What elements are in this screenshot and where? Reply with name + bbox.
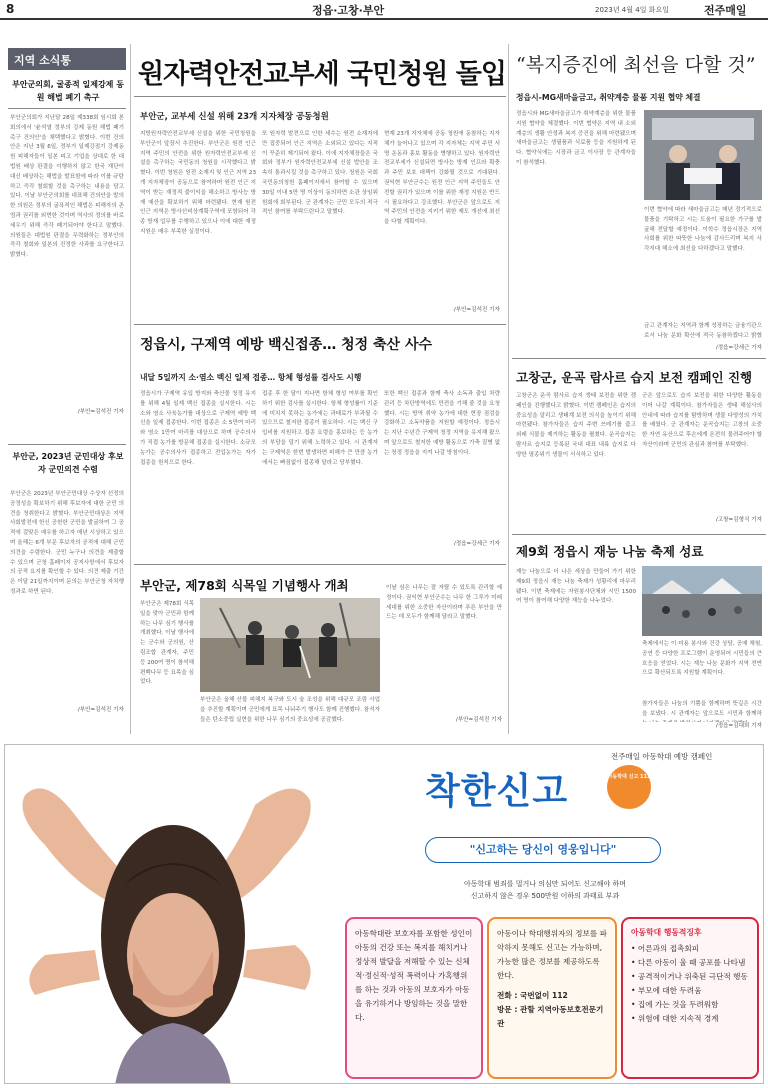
festival-headline: 제9회 정읍시 재능 나눔 축제 성료	[516, 544, 704, 559]
top-body-col3: 현재 23개 지자체에 공동 청원에 동참하는 지자체가 늘어나고 있으며 각 지자체는 지역 주민 서명 운동과 홍보 활동을 병행하고 있다. 원자력안전교부세가 신설되면 방사능 방재 인프라 확충과 주민 보호 대책이 강화될 것으로 기대된다. 권익현 부안군수는 원전 인근 지역 주민들도 안전할 권리가 있으며 이를 위한 재정 지원은 반드시 필요하다고 강조했다. 부안군은 앞으로도 지역 주민의 안전을 지키기 위한 제도 개선에 최선을 다할 계획이다.	[384, 131, 500, 226]
ad-campaign-title: 전주매일 아동학대 예방 캠페인	[611, 752, 713, 761]
section-title: 정읍·고창·부안	[312, 4, 385, 17]
top-body-col2: 또 원자력 발전으로 인한 세수는 원전 소재지에만 집중되어 인근 지역은 소외되고 있다는 지적이 꾸준히 제기되어 왔다. 이에 지자체장들은 국회와 정부가 원자력안전교부세 신설 법안을 조속히 통과시킬 것을 촉구하고 있다. 청원은 국회 국민동의청원 홈페이지에서 참여할 수 있으며 30일 이내 5만 명 이상이 동의하면 소관 상임위원회에 회부된다. 군 관계자는 군민 모두의 적극적인 참여를 부탁드린다고 말했다.	[262, 131, 378, 216]
sidebar-byline-1: /부안=김석진 기자	[77, 409, 124, 415]
fmd-body-col2: 접종 후 한 달이 지나면 항체 형성 여부를 확인하기 위한 검사를 실시한다. 항체 형성률이 기준에 미치지 못하는 농가에는 과태료가 부과될 수 있으므로 철저한 접종이 필요하다. 시는 백신 구입비를 지원하고 접종 요령을 홍보하는 등 농가의 부담을 덜기 위해 노력하고 있다. 시 관계자는 구제역은 한번 발생하면 피해가 큰 만큼 농가에서는 빠짐없이 접종해 달라고 당부했다.	[262, 391, 378, 466]
ad-sign-item: • 어른과의 접촉회피	[631, 944, 699, 953]
wetland-body-col2: 군은 앞으로도 습지 보전을 위한 다양한 활동을 이어 나갈 계획이다. 참가자들은 생태 해설사의 안내에 따라 습지를 탐방하며 생물 다양성의 가치를 배웠다. 군 관계자는 운곡습지는 고창의 소중한 자연 유산으로 후손에게 온전히 물려주어야 할 자산이라며 군민의 관심과 참여를 부탁했다.	[642, 393, 762, 448]
top-body-col1: 지방원자력안전교부세 신설을 위한 국민청원을 부안군이 앞장서 추진한다. 부안군은 원전 인근 지역 주민의 안전을 위한 원자력안전교부세 신설을 촉구하는 국민동의 청원을 시작했다고 밝혔다. 이번 청원은 원전 소재지 및 인근 지역 23개 지자체장이 공동으로 참여하며 원전 인근 지역이 받는 재정적 불이익을 해소하고 방사능 방재 예산을 확보하기 위해 마련됐다. 현재 원전 인근 지역은 방사선비상계획구역에 포함되어 각종 방재 업무를 수행하고 있으나 이에 대한 재정 지원은 매우 부족한 실정이다.	[140, 131, 256, 235]
ad-desc-line-1: 아동학대 범죄를 멀거나 의심만 되어도 신고해야 하며	[463, 880, 627, 888]
newspaper-brand: 전주매일	[704, 4, 747, 17]
festival-photo	[642, 566, 762, 636]
ad-report-text: 아동이나 학대행위자의 정보를 파악하지 못해도 신고는 가능하며, 가능한 많은 정보를 제공하도록 한다.	[497, 929, 607, 980]
column-rule	[130, 44, 131, 734]
ad-definition-text: 아동학대란 보호자를 포함한 성인이 아동의 건강 또는 복지를 해치거나 정상적 발달을 저해할 수 있는 신체적·정신적·성적 폭력이나 가혹행위를 하는 것과 아동의 보호자가 아동을 유기하거나 방임하는 것을 말한다.	[355, 929, 473, 1022]
wetland-headline: 고창군, 운곡 람사르 습지 보전 캠페인 진행	[516, 370, 753, 385]
divider	[512, 534, 766, 535]
divider	[8, 108, 126, 109]
sidebar-body-2: 부안군은 2023년 부안군민대상 수상자 선정의 공정성을 확보하기 위해 후보자에 대한 군민 의견을 청취한다고 밝혔다. 부안군민대상은 지역사회발전에 헌신 공헌한 군민을 발굴하여 그 공적에 걸맞은 예우를 하고자 매년 시상하고 있으며 올해는 6개 부문 후보자의 공적에 대해 군민 의견을 수렴한다. 군민 누구나 의견을 제출할 수 있으며 군청 홈페이지 공지사항에서 후보자의 공적 요지를 확인할 수 있다. 의견 제출 기간은 이달 21일까지이며 문의는 부안군청 자치행정과로 하면 된다.	[10, 491, 124, 595]
ad-box-how-to-report	[487, 917, 617, 1079]
welfare-agreement-photo	[644, 110, 762, 200]
sidebar-byline-2: /부안=김석진 기자	[77, 707, 124, 713]
arbor-headline: 부안군, 제78회 식목일 기념행사 개최	[140, 578, 349, 593]
fmd-byline: /정읍=강세근 기자	[453, 541, 500, 547]
sidebar-headline-1: 부안군의회, 굴종적 일제강제 동원 해법 폐기 촉구	[12, 80, 124, 102]
arbor-body-col2: 부안군은 올해 산불 피해지 복구와 도시 숲 조성을 위해 대규모 조림 사업을 추진할 계획이며 군민에게 묘목 나눠주기 행사도 함께 진행했다. 참석자들은 탄소중립 실현을 위한 나무 심기의 중요성에 공감했다.	[200, 697, 380, 723]
arbor-body-col3: 이날 심은 나무는 잘 자랄 수 있도록 관리할 예정이다. 권익현 부안군수는 나무 한 그루가 미래 세대를 위한 소중한 자산이라며 푸른 부안을 만드는 데 모두가 함께해 달라고 말했다.	[386, 585, 502, 621]
welfare-quote-headline: “복지증진에 최선을 다할 것”	[516, 54, 756, 76]
festival-body-col3: 참가자들은 나눔의 기쁨을 함께하며 뜻깊은 시간을 보냈다. 시 관계자는 앞으로도 시민과 함께하	[642, 701, 762, 717]
festival-body-col2: 축제에서는 이·미용 봉사와 건강 상담, 공예 체험, 공연 등 다양한 프로그램이 운영되어 시민들의 큰 호응을 얻었다. 시는 재능 나눔 문화가 지역 전반으로 확산되도록 지원할 계획이다.	[642, 641, 762, 677]
welfare-byline: /정읍=강세근 기자	[715, 345, 762, 351]
fmd-body-col1: 정읍시가 구제역 유입 방지와 축산물 청정 유지를 위해 4월 일제 백신 접종을 실시한다. 시는 소와 염소 사육농가를 대상으로 구제역 예방 백신을 일제 접종한다. 이번 접종은 소 5만여 마리와 염소 1만여 마리를 대상으로 하며 공수의사가 직접 농가를 방문해 접종을 실시한다. 소규모 농가는 공수의사가 접종하고 전업농가는 자가 접종을 원칙으로 한다.	[140, 391, 256, 466]
sidebar-label-box	[8, 48, 126, 70]
ad-sign-item: • 위험에 대한 지속적 경계	[631, 1014, 719, 1023]
issue-date: 2023년 4월 4일 화요일	[595, 6, 669, 14]
page-header	[0, 0, 768, 20]
sidebar-label: 지역 소식통	[14, 54, 71, 67]
festival-body-col1: 재능 나눔으로 더 나은 세상을 만들어 가기 위한 제9회 정읍시 재능 나눔 축제가 성황리에 마무리됐다. 이번 축제에는 자원봉사단체와 시민 1500여 명이 참여해 다양한 재능을 나누었다.	[516, 569, 636, 605]
top-byline: /부안=김석진 기자	[453, 307, 500, 313]
welfare-subheadline: 정읍시-MG새마을금고, 취약계층 물품 지원 협약 체결	[516, 93, 701, 102]
ad-report-visit: 방문 : 관할 지역아동보호전문기관	[497, 1005, 604, 1028]
ad-report-phone: 전화 : 국번없이 112	[497, 991, 568, 1000]
divider	[134, 324, 506, 325]
divider	[134, 96, 506, 97]
ad-signs-list	[631, 942, 749, 1026]
top-headline: 원자력안전교부세 국민청원 돌입	[138, 59, 506, 90]
welfare-body-1: 정읍시와 MG새마을금고가 취약계층을 위한 물품 지원 협약을 체결했다. 이번 협약은 지역 내 소외계층의 생활 안정과 복지 증진을 위해 마련됐으며 새마을금고는 생필품과 식료품 등을 지원하게 된다. 협약식에는 시장과 금고 이사장 등 관계자들이 참석했다.	[516, 111, 636, 166]
arbor-byline: /부안=김석진 기자	[455, 717, 502, 723]
ad-sign-item: • 공격적이거나 위축된 극단적 행동	[631, 972, 748, 981]
ad-signs-title: 아동학대 행동적징후	[631, 928, 702, 937]
divider	[8, 444, 126, 445]
fmd-body-col3: 또한 백신 접종과 함께 축사 소독과 출입 차량 관리 등 차단방역에도 만전을 기해 줄 것을 요청했다. 시는 방역 취약 농가에 대한 현장 점검을 강화하고 소독약품을 지원할 예정이다. 정읍시는 지난 수년간 구제역 청정 지역을 유지해 왔으며 앞으로도 철저한 예방 활동으로 가축 질병 없는 청정 정읍을 지켜 나갈 방침이다.	[384, 391, 500, 456]
page-number: 8	[6, 2, 15, 16]
top-subheadline: 부안군, 교부세 신설 위해 23개 지자체장 공동청원	[140, 112, 329, 122]
fmd-subheadline: 내달 5일까지 소·염소 백신 일제 접종… 항체 형성률 검사도 시행	[140, 373, 362, 382]
arbor-body-col1: 부안군은 제78회 식목일을 맞아 군민과 함께하는 나무 심기 행사를 개최했다. 이날 행사에는 군수와 군의원, 산림조합 관계자, 주민 등 200여 명이 참석해 편백나무 등 묘목을 심었다.	[140, 601, 194, 686]
ad-sign-item: • 다른 아동이 울 때 공포를 나타냄	[631, 958, 746, 967]
divider	[134, 564, 506, 565]
wetland-body-col1: 고창군은 운곡 람사르 습지 생태 보전을 위한 캠페인을 진행했다고 밝혔다. 이번 캠페인은 습지의 중요성을 알리고 생태계 보전 의식을 높이기 위해 마련됐다. 참가자들은 습지 주변 쓰레기를 줍고 외래 식물을 제거하는 활동을 펼쳤다. 운곡습지는 람사르 습지로 등록된 국내 대표 내륙 습지로 다양한 멸종위기 생물이 서식하고 있다.	[516, 393, 636, 458]
arbor-day-photo	[200, 598, 380, 692]
sidebar-body-1: 부안군의회가 지난달 28일 제338회 임시회 본회의에서 '윤석열 정부의 강제 동원 해법 폐기 촉구 건의안'을 채택했다고 밝혔다. 이번 건의안은 지난 3월 6일, 정부가 일제강점기 강제동원 피해자들이 일본 피고 기업을 상대로 한 대법원 배상 판결을 이행하지 않고 한국 재단이 대신 배상하는 해법을 발표함에 따라 이를 규탄하고 즉각 철회할 것을 촉구하는 내용을 담고 있다. 이날 부안군의회를 대표해 건의안을 발의한 의원은 정부의 굴욕적인 해법은 피해자의 존엄과 권리를 외면한 것이며 역사의 정의를 바로 세우기 위해 즉각 폐기되어야 한다고 말했다. 의원들은 대법원 판결을 무력화하는 정부안의 즉각 철회와 일본의 진정한 사과를 요구한다고 밝혔다.	[10, 115, 124, 259]
child-abuse-campaign-ad	[4, 744, 764, 1084]
festival-byline: /정읍=김대희 기자	[715, 723, 762, 729]
welfare-body-3: 금고 관계자는 지역과 함께 성장하는 금융기관으로서 나눔 문화 확산에 적극 동참하겠다고 밝혔	[644, 323, 762, 339]
ad-desc-line-2: 신고하지 않은 경우 500만원 이하의 과태료 부과	[470, 892, 620, 900]
ad-illustration	[5, 745, 335, 1084]
ad-slogan: "신고하는 당신이 영웅입니다"	[425, 837, 661, 863]
column-rule	[508, 44, 509, 734]
wetland-byline: /고창=김형식 기자	[715, 517, 762, 523]
divider	[512, 358, 766, 359]
ad-sign-item: • 집에 가는 것을 두려워함	[631, 1000, 719, 1009]
sidebar-headline-2: 부안군, 2023년 군민대상 후보자 군민의견 수렴	[12, 452, 124, 474]
ad-sign-item: • 부모에 대한 두려움	[631, 986, 702, 995]
fmd-headline: 정읍시, 구제역 예방 백신접종… 청정 축산 사수	[140, 337, 432, 353]
welfare-body-2: 이번 협약에 따라 새마을금고는 매년 정기적으로 물품을 기탁하고 시는 도움이 필요한 가구를 발굴해 전달할 예정이다. 이학수 정읍시장은 지역사회를 위한 따뜻한 나눔에 감사드리며 복지 사각지대 해소에 최선을 다하겠다고 말했다.	[644, 207, 762, 253]
report-112-badge: 아동학대 신고 112	[607, 765, 651, 809]
ad-logo-text: 착한신고	[425, 771, 569, 812]
ad-box-signs	[621, 917, 759, 1079]
ad-box-definition	[345, 917, 483, 1079]
